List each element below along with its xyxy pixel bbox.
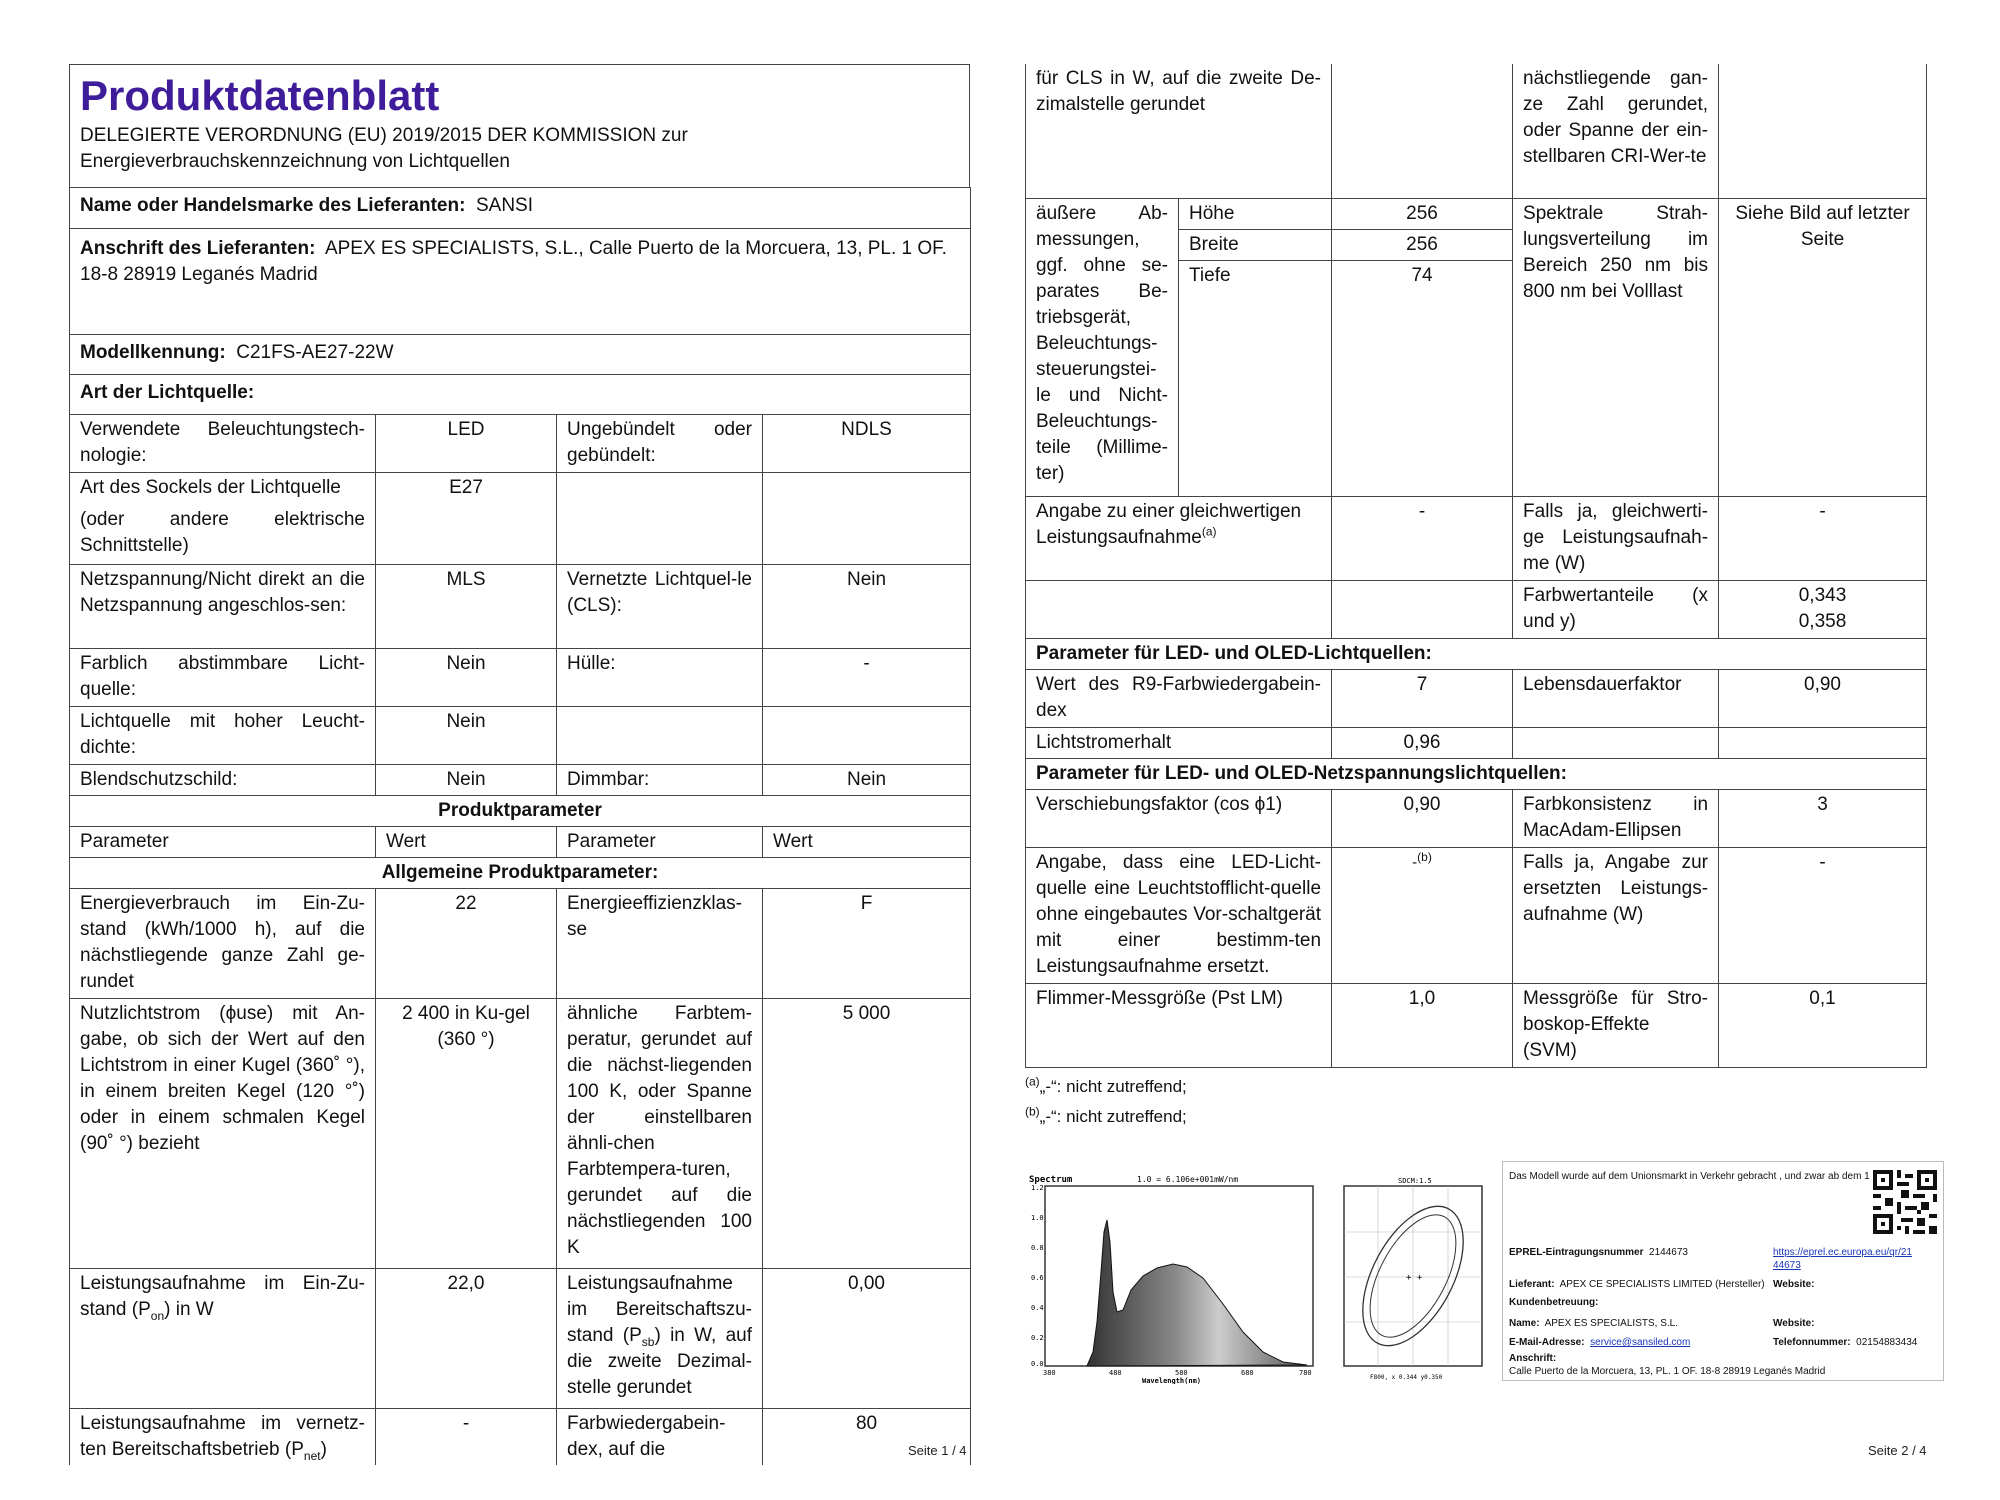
row-label: Nutzlichtstrom (ϕuse) mit An-gabe, ob sich der Wert auf den Lichtstrom in einer Kugel (360˚ °), in einem breiten Kegel (120 °˚) oder in einem schmalen Kegel (90˚ °) bezieht xyxy=(70,999,376,1269)
x-axis-label: Wavelength(nm) xyxy=(1142,1377,1202,1384)
label-text: ) in W, auf die zweite Dezimal-stelle gerundet xyxy=(567,1325,752,1398)
customer-service-label: Kundenbetreuung: xyxy=(1509,1297,1599,1308)
label-subscript: sb xyxy=(641,1334,655,1349)
row-value: Nein xyxy=(376,649,557,707)
page-1-footer: Seite 1 / 4 xyxy=(908,1443,967,1458)
page-2-footer: Seite 2 / 4 xyxy=(1868,1443,1927,1458)
table-row xyxy=(1026,496,1927,580)
eprel-link[interactable] xyxy=(1773,1246,1933,1272)
row-value: 0,90 xyxy=(1719,669,1927,727)
page-1 xyxy=(69,64,970,1465)
row-value xyxy=(1332,580,1513,638)
general-params-heading: Allgemeine Produktparameter: xyxy=(70,858,971,889)
market-notice: Das Modell wurde auf dem Unionsmarkt in Verkehr gebracht , und zwar ab dem 1 xyxy=(1509,1171,1870,1182)
footnote-mark: (b) xyxy=(1025,1103,1040,1118)
table-row xyxy=(70,765,971,796)
row-value: - xyxy=(763,649,971,707)
footnote-text: „-“: nicht zutreffend; xyxy=(1039,1106,1187,1126)
row-value: Nein xyxy=(376,707,557,765)
table-row xyxy=(70,415,971,473)
socket-label-detail: (oder andere elektrische Schnittstelle) xyxy=(80,509,365,556)
row-label: Vernetzte Lichtquel-le (CLS): xyxy=(557,565,763,649)
height-value: 256 xyxy=(1332,198,1513,229)
table-row xyxy=(1026,727,1927,758)
measurement-point: + + xyxy=(1406,1273,1423,1283)
row-value xyxy=(1719,727,1927,758)
eprel-link-line-1[interactable]: https://eprel.ec.europa.eu/qr/21 xyxy=(1773,1247,1912,1258)
eprel-number-value: 2144673 xyxy=(1649,1247,1688,1258)
row-label: Energieverbrauch im Ein-Zu-stand (kWh/1000 h), auf die nächstliegende ganze Zahl ge-rundet xyxy=(70,889,376,999)
row-label: Falls ja, Angabe zur ersetzten Leistungs-aufnahme (W) xyxy=(1513,847,1719,983)
value-text: - xyxy=(1412,853,1418,871)
footnote-a xyxy=(1025,1072,1926,1102)
depth-label: Tiefe xyxy=(1179,260,1332,496)
email-row xyxy=(1509,1336,1690,1349)
chromaticity-x: 0,343 xyxy=(1798,584,1847,606)
row-value: - xyxy=(1719,847,1927,983)
qr-code-icon xyxy=(1873,1170,1937,1234)
supplier-address-line-1: APEX ES SPECIALISTS, S.L., Calle Puerto de la Morcuera, 13, PL. 1 OF. xyxy=(324,238,947,259)
model-value: C21FS-AE27-22W xyxy=(236,342,394,363)
label-text: ) in W xyxy=(164,1299,214,1320)
row-label: Verwendete Beleuchtungstech-nologie: xyxy=(70,415,376,473)
led-params-heading: Parameter für LED- und OLED-Lichtquellen: xyxy=(1026,638,1927,669)
model-row xyxy=(70,335,971,375)
supplier-name-value: SANSI xyxy=(475,195,534,216)
regulation-subtitle xyxy=(70,123,969,187)
x-tick: 380 xyxy=(1043,1369,1056,1377)
spectral-distribution-label: Spektrale Strah-lungsverteilung im Bereich 250 nm bis 800 nm bei Volllast xyxy=(1513,198,1719,496)
row-label: für CLS in W, auf die zweite De-zimalstelle gerundet xyxy=(1026,64,1332,198)
footnote-b xyxy=(1025,1102,1926,1132)
supplier-address-label: Anschrift des Lieferanten: xyxy=(80,238,316,259)
row-label: Wert des R9-Farbwiedergabein-dex xyxy=(1026,669,1332,727)
spectrum-scale: 1.0 = 6.106e+001mW/nm xyxy=(1137,1175,1239,1184)
table-row xyxy=(70,1269,971,1409)
row-value: LED xyxy=(376,415,557,473)
eprel-number-row xyxy=(1509,1246,1688,1259)
row-label xyxy=(70,1269,376,1409)
row-value: 0,96 xyxy=(1332,727,1513,758)
y-tick: 0.6 xyxy=(1031,1274,1044,1282)
table-row xyxy=(70,889,971,999)
column-header: Parameter xyxy=(557,827,763,858)
table-row xyxy=(70,707,971,765)
table-row xyxy=(70,649,971,707)
row-label: Lichtstromerhalt xyxy=(1026,727,1332,758)
table-row xyxy=(1026,669,1927,727)
supplier-address-line-2: 18-8 28919 Leganés Madrid xyxy=(80,264,318,285)
label-phone-value: 02154883434 xyxy=(1856,1337,1918,1348)
row-label: Angabe, dass eine LED-Licht-quelle eine Leuchtstofflicht-quelle ohne eingebautes Vor-schaltgerät mit einer bestimm-ten Leistungsaufnahme ersetzt. xyxy=(1026,847,1332,983)
row-value: - xyxy=(376,1409,557,1465)
row-label: Dimmbar: xyxy=(557,765,763,796)
width-value: 256 xyxy=(1332,229,1513,260)
row-label: Verschiebungsfaktor (cos ϕ1) xyxy=(1026,789,1332,847)
table-row xyxy=(1026,789,1927,847)
table-row xyxy=(1026,64,1927,198)
y-tick: 0.2 xyxy=(1031,1334,1044,1342)
row-value xyxy=(1332,847,1513,983)
row-value: - xyxy=(1719,496,1927,580)
light-source-type-heading: Art der Lichtquelle: xyxy=(70,375,971,415)
model-label: Modellkennung: xyxy=(80,342,226,363)
row-value: 22 xyxy=(376,889,557,999)
dimensions-label: äußere Ab-messungen, ggf. ohne se-parates Be-triebsgerät, Beleuchtungs-steuerungstei-le und Nicht-Beleuchtungs-teile (Millime-ter) xyxy=(1026,198,1179,496)
row-value: 80 xyxy=(763,1409,971,1465)
label-supplier-label: Lieferant: xyxy=(1509,1279,1555,1290)
row-label: Flimmer-Messgröße (Pst LM) xyxy=(1026,983,1332,1067)
subtitle-line-2: Energieverbrauchskennzeichnung von Lichtquellen xyxy=(80,151,510,172)
supplier-name-row xyxy=(70,188,971,229)
footnotes xyxy=(1025,1072,1926,1132)
row-label: Farbwiedergabein-dex, auf die xyxy=(557,1409,763,1465)
y-tick: 1.0 xyxy=(1031,1214,1044,1222)
table-row xyxy=(1026,580,1927,638)
table-row xyxy=(70,1409,971,1465)
row-value: 5 000 xyxy=(763,999,971,1269)
label-email-link[interactable]: service@sansiled.com xyxy=(1590,1337,1691,1348)
x-tick: 680 xyxy=(1241,1369,1254,1377)
row-value: F xyxy=(763,889,971,999)
subtitle-line-1: DELEGIERTE VERORDNUNG (EU) 2019/2015 DER KOMMISSION zur xyxy=(80,125,688,146)
supplier-address-row xyxy=(70,229,971,335)
eprel-label xyxy=(1502,1161,1944,1381)
row-label: nächstliegende gan-ze Zahl gerundet, oder Spanne der ein-stellbaren CRI-Wer-te xyxy=(1513,64,1719,198)
column-header-row xyxy=(70,827,971,858)
label-phone-label: Telefonnummer: xyxy=(1773,1337,1851,1348)
sdcm-label: SDCM:1.5 xyxy=(1398,1177,1432,1185)
row-value xyxy=(763,707,971,765)
row-label xyxy=(557,473,763,565)
table-row xyxy=(70,473,971,565)
row-value: Nein xyxy=(763,565,971,649)
height-label: Höhe xyxy=(1179,198,1332,229)
row-value xyxy=(1719,64,1927,198)
label-text: Leistungsaufnahme im Bereitschaftszu-stand (P xyxy=(567,1273,752,1346)
parameters-table-continued xyxy=(1025,64,1927,1068)
row-label: Netzspannung/Nicht direkt an die Netzspannung angeschlos-sen: xyxy=(70,565,376,649)
row-value: 0,90 xyxy=(1332,789,1513,847)
row-value: Nein xyxy=(376,765,557,796)
x-tick: 480 xyxy=(1109,1369,1122,1377)
y-tick: 0.0 xyxy=(1031,1360,1044,1368)
chromaticity-y: 0,358 xyxy=(1798,610,1847,632)
row-value: NDLS xyxy=(763,415,971,473)
row-value: 1,0 xyxy=(1332,983,1513,1067)
row-value: - xyxy=(1332,496,1513,580)
label-subscript: on xyxy=(150,1308,165,1323)
row-label xyxy=(1026,580,1332,638)
row-label: Blendschutzschild: xyxy=(70,765,376,796)
mains-params-heading: Parameter für LED- und OLED-Netzspannungslichtquellen: xyxy=(1026,758,1927,789)
eprel-link-line-2[interactable]: 44673 xyxy=(1773,1260,1801,1271)
column-header: Wert xyxy=(376,827,557,858)
row-label xyxy=(1026,496,1332,580)
column-header: Wert xyxy=(763,827,971,858)
column-header: Parameter xyxy=(70,827,376,858)
label-email-label: E-Mail-Adresse: xyxy=(1509,1337,1585,1348)
footnote-mark: (a) xyxy=(1025,1073,1040,1088)
phone-row xyxy=(1773,1336,1917,1349)
x-tick: 780 xyxy=(1299,1369,1312,1377)
document-title: Produktdatenblatt xyxy=(80,72,440,119)
service-name-row xyxy=(1509,1317,1678,1330)
socket-label: Art des Sockels der Lichtquelle xyxy=(80,477,341,498)
row-label: Energieeffizienzklas-se xyxy=(557,889,763,999)
label-text: Leistungsaufnahme im vernetz-ten Bereitschaftsbetrieb (P xyxy=(80,1413,365,1460)
y-tick: 1.2 xyxy=(1031,1184,1044,1192)
row-value xyxy=(1332,64,1513,198)
row-value: MLS xyxy=(376,565,557,649)
spectral-distribution-value: Siehe Bild auf letzter Seite xyxy=(1719,198,1927,496)
eprel-number-label: EPREL-Eintragungsnummer xyxy=(1509,1247,1644,1258)
row-label: Ungebündelt oder gebündelt: xyxy=(557,415,763,473)
row-label xyxy=(1513,727,1719,758)
spectrum-plot xyxy=(1027,1172,1317,1384)
row-value: Nein xyxy=(763,765,971,796)
y-tick: 0.4 xyxy=(1031,1304,1044,1312)
label-text: Angabe zu einer gleichwertigen Leistungsaufnahme xyxy=(1036,500,1302,548)
table-row xyxy=(70,565,971,649)
chromaticity-values xyxy=(1719,580,1927,638)
ellipse-footer: F800, x 0.344 y0.350 xyxy=(1370,1374,1443,1381)
row-value: 0,00 xyxy=(763,1269,971,1409)
row-label: Lebensdauerfaktor xyxy=(1513,669,1719,727)
label-supplier-value: APEX CE SPECIALISTS LIMITED (Hersteller) xyxy=(1559,1279,1765,1290)
row-label xyxy=(70,473,376,565)
label-name-value: APEX ES SPECIALISTS, S.L. xyxy=(1544,1318,1678,1329)
product-params-heading: Produktparameter xyxy=(70,796,971,827)
label-name-label: Name: xyxy=(1509,1318,1540,1329)
row-label xyxy=(557,707,763,765)
chromaticity-ellipse-plot xyxy=(1318,1172,1486,1384)
label-text: Leistungsaufnahme im Ein-Zu-stand (P xyxy=(80,1273,365,1320)
row-label: Messgröße für Stro-boskop-Effekte (SVM) xyxy=(1513,983,1719,1067)
x-tick: 580 xyxy=(1175,1369,1188,1377)
row-label: Farblich abstimmbare Licht-quelle: xyxy=(70,649,376,707)
supplier-name-label: Name oder Handelsmarke des Lieferanten: xyxy=(80,195,466,216)
footnote-text: „-“: nicht zutreffend; xyxy=(1039,1076,1187,1096)
row-label xyxy=(557,1269,763,1409)
table-row xyxy=(1026,983,1927,1067)
spectrum-svg xyxy=(1027,1172,1317,1384)
label-website-label: Website: xyxy=(1773,1279,1815,1290)
depth-value: 74 xyxy=(1332,260,1513,496)
document-header xyxy=(69,64,970,187)
row-label: Falls ja, gleichwerti-ge Leistungsaufnah-me (W) xyxy=(1513,496,1719,580)
label-text: ) xyxy=(320,1439,327,1460)
row-value: 22,0 xyxy=(376,1269,557,1409)
supplier-row xyxy=(1509,1278,1765,1291)
row-value: 7 xyxy=(1332,669,1513,727)
row-value: 2 400 in Ku-gel (360 °) xyxy=(376,999,557,1269)
row-label: Farbwertanteile (x und y) xyxy=(1513,580,1719,638)
label-address-value: Calle Puerto de la Morcuera, 13, PL. 1 OF. 18-8 28919 Leganés Madrid xyxy=(1509,1366,1826,1377)
y-tick: 0.8 xyxy=(1031,1244,1044,1252)
label-subscript: net xyxy=(303,1448,321,1463)
table-row xyxy=(1026,847,1927,983)
footnote-mark: (a) xyxy=(1201,524,1217,539)
row-label xyxy=(70,1409,376,1465)
supplier-table xyxy=(69,187,971,1465)
table-row xyxy=(70,999,971,1269)
row-value: 0,1 xyxy=(1719,983,1927,1067)
row-value: E27 xyxy=(376,473,557,565)
row-value: 3 xyxy=(1719,789,1927,847)
label-website2-label: Website: xyxy=(1773,1318,1815,1329)
row-label: Hülle: xyxy=(557,649,763,707)
width-label: Breite xyxy=(1179,229,1332,260)
row-value xyxy=(763,473,971,565)
footnote-mark: (b) xyxy=(1417,849,1432,864)
row-label: Lichtquelle mit hoher Leucht-dichte: xyxy=(70,707,376,765)
page-2 xyxy=(1025,64,1926,1132)
row-label: Farbkonsistenz in MacAdam-Ellipsen xyxy=(1513,789,1719,847)
ellipse-svg xyxy=(1318,1172,1486,1384)
label-address-label: Anschrift: xyxy=(1509,1353,1557,1364)
spectrum-title: Spectrum xyxy=(1029,1175,1073,1185)
dimensions-row xyxy=(1026,198,1927,229)
row-label: ähnliche Farbtem-peratur, gerundet auf die nächst-liegenden 100 K, oder Spanne der einstellbaren ähnli-chen Farbtempera-turen, gerundet auf die nächstliegenden 100 K xyxy=(557,999,763,1269)
